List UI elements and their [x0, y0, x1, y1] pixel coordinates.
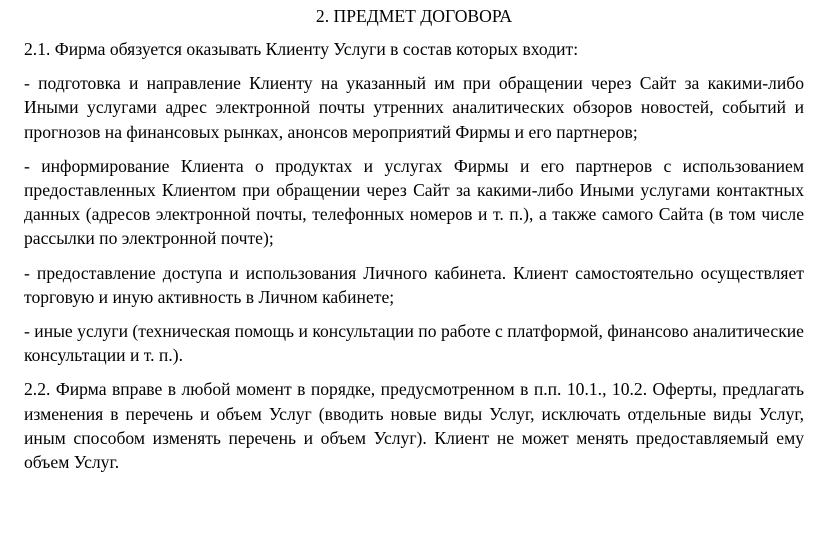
clause-2-1-item-other-services: - иные услуги (техническая помощь и консультации по работе с платформой, финансово аналитические консультации и т. п.).	[24, 321, 804, 366]
clause-2-1-item-personal-account: - предоставление доступа и использования Личного кабинета. Клиент самостоятельно осуществляет торговую и иную активность в Личном кабинете;	[24, 262, 804, 307]
clause-2-1-item-mailing: - подготовка и направление Клиенту на указанный им при обращении через Сайт за какими-либо Иными услугами адрес электронной почты утренних аналитических обзоров новостей, событий и прогнозов на финансовых рынках, анонсов мероприятий Фирмы и его партнеров;	[24, 73, 804, 142]
document	[24, 4, 804, 474]
clause-2-1-item-informing: - информирование Клиента о продуктах и услугах Фирмы и его партнеров с использованием предоставленных Клиентом при обращении через Сайт за какими-либо Иными услугами контактных данных (адресов электронной почты, телефонных номеров и т. п.), а также самого Сайта (в том числе рассылки по электронной почте);	[24, 155, 804, 249]
clause-2-2: 2.2. Фирма вправе в любой момент в порядке, предусмотренном в п.п. 10.1., 10.2. Оферты, предлагать изменения в перечень и объем Услуг (вводить новые виды Услуг, исключать отдельные виды Услуг, иным способом изменять перечень и объем Услуг). Клиент не может менять предоставляемый ему объем Услуг.	[24, 379, 804, 473]
clause-2-1: 2.1. Фирма обязуется оказывать Клиенту Услуги в состав которых входит:	[24, 39, 579, 59]
section-title: 2. ПРЕДМЕТ ДОГОВОРА	[315, 6, 513, 26]
